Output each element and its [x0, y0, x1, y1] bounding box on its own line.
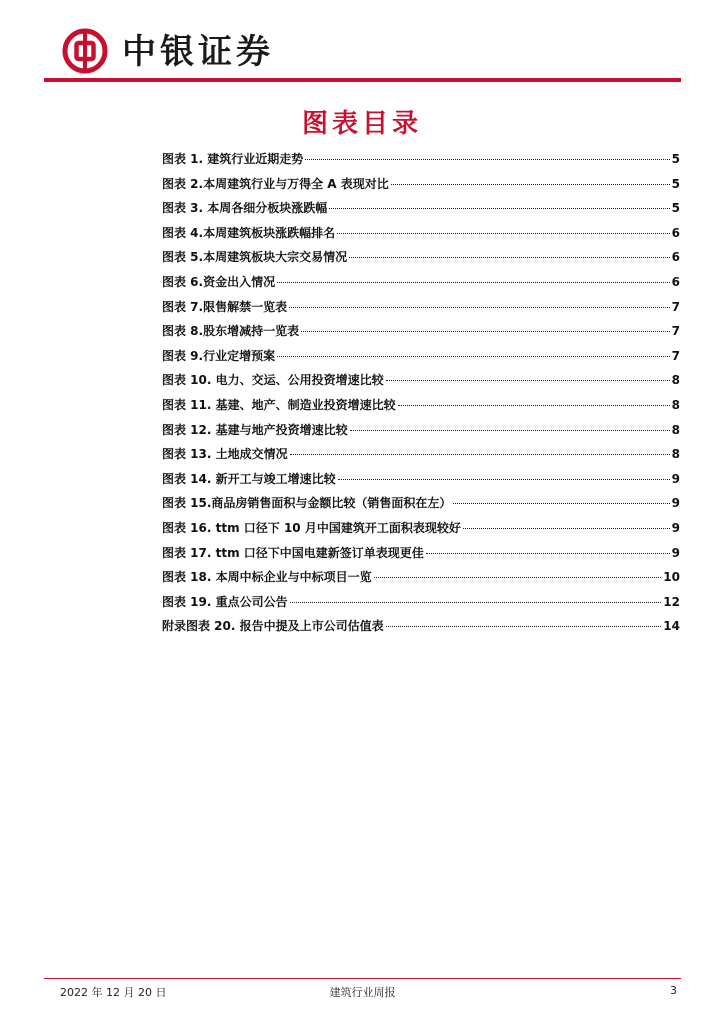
toc-dot-leader — [337, 232, 670, 234]
toc-entry[interactable] — [162, 175, 680, 200]
toc-entry[interactable] — [162, 617, 680, 642]
toc-entry-label: 图表 8.股东增减持一览表 — [162, 324, 300, 339]
toc-entry-label: 图表 6.资金出入情况 — [162, 274, 276, 289]
toc-entry[interactable] — [162, 519, 680, 544]
toc-dot-leader — [301, 330, 670, 332]
toc-dot-leader — [398, 404, 670, 406]
toc-entry-label: 图表 9.行业定增预案 — [162, 348, 276, 363]
toc-entry-label: 图表 14. 新开工与竣工增速比较 — [162, 471, 336, 486]
toc-entry[interactable] — [162, 470, 680, 495]
toc-entry[interactable] — [162, 347, 680, 372]
toc-entry[interactable] — [162, 224, 680, 249]
page-footer — [44, 984, 681, 1000]
toc-entry-page: 5 — [671, 176, 680, 191]
toc-entry-page: 5 — [671, 152, 680, 166]
toc-entry-page: 8 — [671, 397, 680, 412]
toc-dot-leader — [391, 183, 670, 185]
toc-dot-leader — [349, 256, 670, 258]
table-of-figures — [162, 150, 680, 642]
boc-logo-icon — [62, 28, 108, 74]
toc-entry-label: 图表 12. 基建与地产投资增速比较 — [162, 422, 348, 437]
toc-entry[interactable] — [162, 273, 680, 298]
toc-dot-leader — [386, 625, 662, 627]
toc-entry[interactable] — [162, 298, 680, 323]
toc-entry-page: 9 — [671, 471, 680, 486]
toc-entry[interactable] — [162, 445, 680, 470]
toc-entry-label: 图表 17. ttm 口径下中国电建新签订单表现更佳 — [162, 545, 424, 560]
brand-name: 中银证券 — [122, 32, 274, 72]
toc-entry-label: 图表 19. 重点公司公告 — [162, 594, 288, 609]
toc-entry-label: 附录图表 20. 报告中提及上市公司估值表 — [162, 619, 384, 634]
toc-dot-leader — [338, 478, 670, 480]
toc-entry-page: 9 — [671, 520, 680, 535]
toc-entry-page: 8 — [671, 447, 680, 462]
toc-entry-page: 14 — [663, 619, 680, 634]
toc-dot-leader — [290, 601, 662, 603]
toc-entry-label: 图表 18. 本周中标企业与中标项目一览 — [162, 570, 372, 585]
footer-date: 2022 年 12 月 20 日 — [60, 986, 167, 999]
header-divider — [44, 78, 681, 82]
toc-entry-page: 10 — [663, 570, 680, 585]
toc-entry-label: 图表 3. 本周各细分板块涨跌幅 — [162, 201, 328, 216]
toc-entry[interactable] — [162, 248, 680, 273]
footer-divider — [44, 978, 681, 979]
toc-entry[interactable] — [162, 396, 680, 421]
toc-entry-page: 7 — [671, 299, 680, 314]
toc-entry-page: 9 — [671, 545, 680, 560]
toc-dot-leader — [374, 576, 662, 578]
page-header — [44, 28, 681, 83]
toc-entry-label: 图表 10. 电力、交运、公用投资增速比较 — [162, 373, 384, 388]
toc-entry[interactable] — [162, 199, 680, 224]
toc-dot-leader — [305, 158, 669, 160]
toc-entry[interactable] — [162, 593, 680, 618]
toc-entry-label: 图表 2.本周建筑行业与万得全 A 表现对比 — [162, 176, 389, 191]
toc-entry[interactable] — [162, 421, 680, 446]
toc-dot-leader — [277, 355, 670, 357]
toc-entry-page: 8 — [671, 422, 680, 437]
toc-title: 图表目录 — [301, 109, 422, 139]
toc-entry-page: 5 — [671, 201, 680, 216]
toc-entry-label: 图表 7.限售解禁一览表 — [162, 299, 288, 314]
toc-entry-label: 图表 13. 土地成交情况 — [162, 447, 288, 462]
toc-entry-label: 图表 4.本周建筑板块涨跌幅排名 — [162, 225, 336, 240]
footer-page-number: 3 — [670, 984, 677, 997]
toc-entry[interactable] — [162, 568, 680, 593]
toc-dot-leader — [426, 552, 670, 554]
toc-dot-leader — [290, 453, 670, 455]
toc-entry-label: 图表 11. 基建、地产、制造业投资增速比较 — [162, 397, 396, 412]
toc-dot-leader — [289, 306, 670, 308]
toc-dot-leader — [277, 281, 670, 283]
toc-dot-leader — [329, 207, 669, 209]
footer-report-type: 建筑行业周报 — [329, 986, 396, 999]
toc-entry-page: 6 — [671, 225, 680, 240]
toc-entry[interactable] — [162, 322, 680, 347]
toc-entry-page: 7 — [671, 324, 680, 339]
toc-entry[interactable] — [162, 494, 680, 519]
toc-dot-leader — [453, 502, 669, 504]
toc-dot-leader — [463, 527, 670, 529]
toc-dot-leader — [386, 379, 670, 381]
toc-entry-page: 8 — [671, 373, 680, 388]
toc-entry[interactable] — [162, 544, 680, 569]
toc-entry-page: 6 — [671, 274, 680, 289]
toc-dot-leader — [350, 429, 670, 431]
toc-entry-label: 图表 15.商品房销售面积与金额比较（销售面积在左） — [162, 496, 452, 511]
toc-entry-label: 图表 16. ttm 口径下 10 月中国建筑开工面积表现较好 — [162, 520, 461, 535]
toc-entry-page: 12 — [663, 594, 680, 609]
toc-entry-page: 9 — [671, 496, 680, 511]
toc-entry-label: 图表 5.本周建筑板块大宗交易情况 — [162, 250, 348, 265]
toc-entry[interactable] — [162, 371, 680, 396]
toc-entry-label: 图表 1. 建筑行业近期走势 — [162, 152, 304, 166]
toc-entry-page: 7 — [671, 348, 680, 363]
toc-entry[interactable] — [162, 150, 680, 175]
toc-entry-page: 6 — [671, 250, 680, 265]
